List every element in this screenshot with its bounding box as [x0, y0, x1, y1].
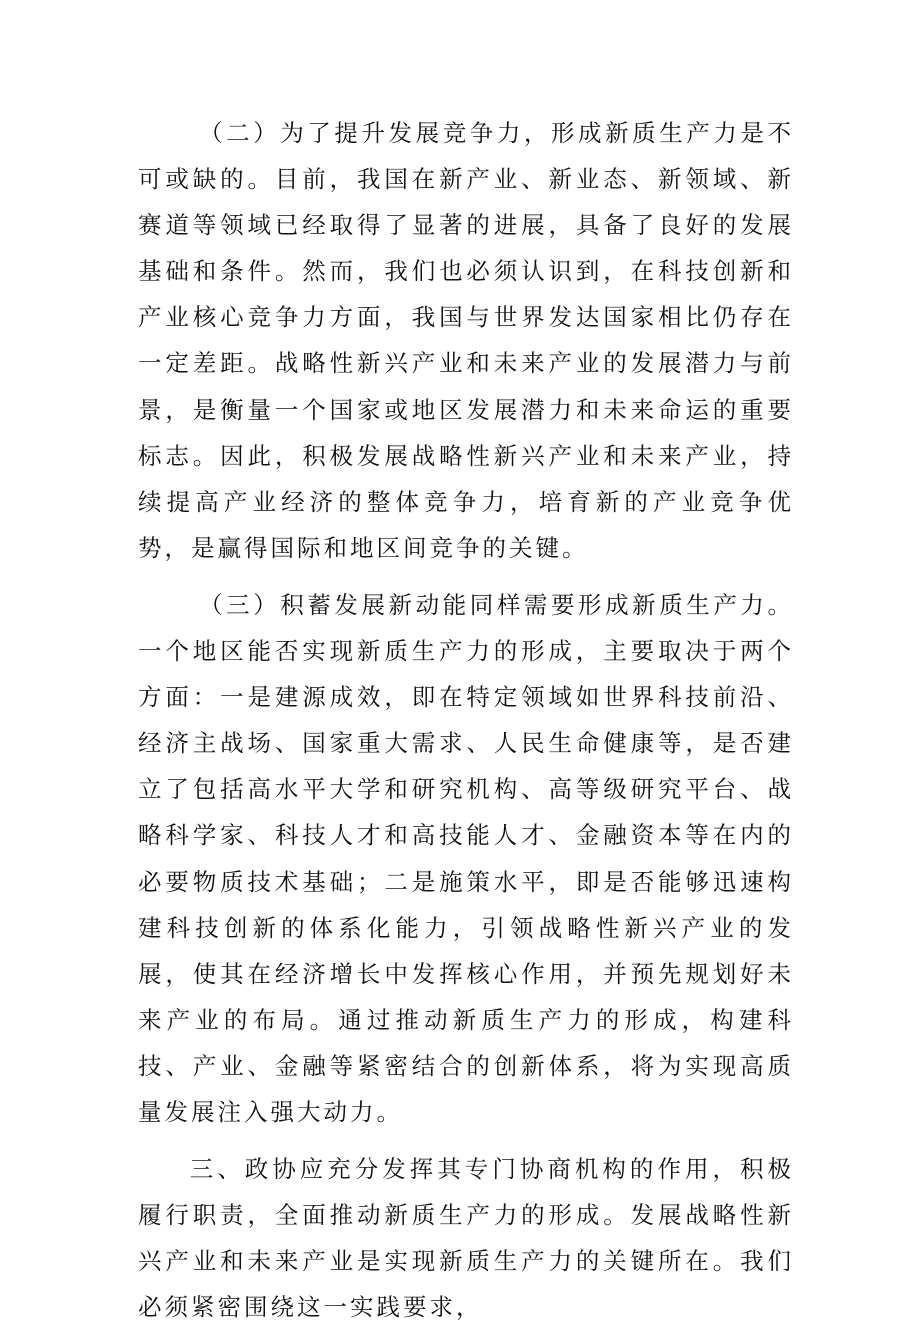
paragraph-part-3: 三、政协应充分发挥其专门协商机构的作用，积极履行职责，全面推动新质生产力的形成。发展战略性新兴产业和未来产业是实现新质生产力的关键所在。我们必须紧密围绕这一实践要求，: [138, 1155, 794, 1322]
document-body: [138, 110, 794, 1341]
paragraph-section-3: （三）积蓄发展新动能同样需要形成新质生产力。一个地区能否实现新质生产力的形成，主要取决于两个方面：一是建源成效，即在特定领域如世界科技前沿、经济主战场、国家重大需求、人民生命健康等，是否建立了包括高水平大学和研究机构、高等级研究平台、战略科学家、科技人才和高技能人才、金融资本等在内的必要物质技术基础；二是施策水平，即是否能够迅速构建科技创新的体系化能力，引领战略性新兴产业的发展，使其在经济增长中发挥核心作用，并预先规划好未来产业的布局。通过推动新质生产力的形成，构建科技、产业、金融等紧密结合的创新体系，将为实现高质量发展注入强大动力。: [138, 590, 794, 1126]
paragraph-section-2: （二）为了提升发展竞争力，形成新质生产力是不可或缺的。目前，我国在新产业、新业态、新领域、新赛道等领域已经取得了显著的进展，具备了良好的发展基础和条件。然而，我们也必须认识到，在科技创新和产业核心竞争力方面，我国与世界发达国家相比仍存在一定差距。战略性新兴产业和未来产业的发展潜力与前景，是衡量一个国家或地区发展潜力和未来命运的重要标志。因此，积极发展战略性新兴产业和未来产业，持续提高产业经济的整体竞争力，培育新的产业竞争优势，是赢得国际和地区间竞争的关键。: [138, 119, 794, 562]
